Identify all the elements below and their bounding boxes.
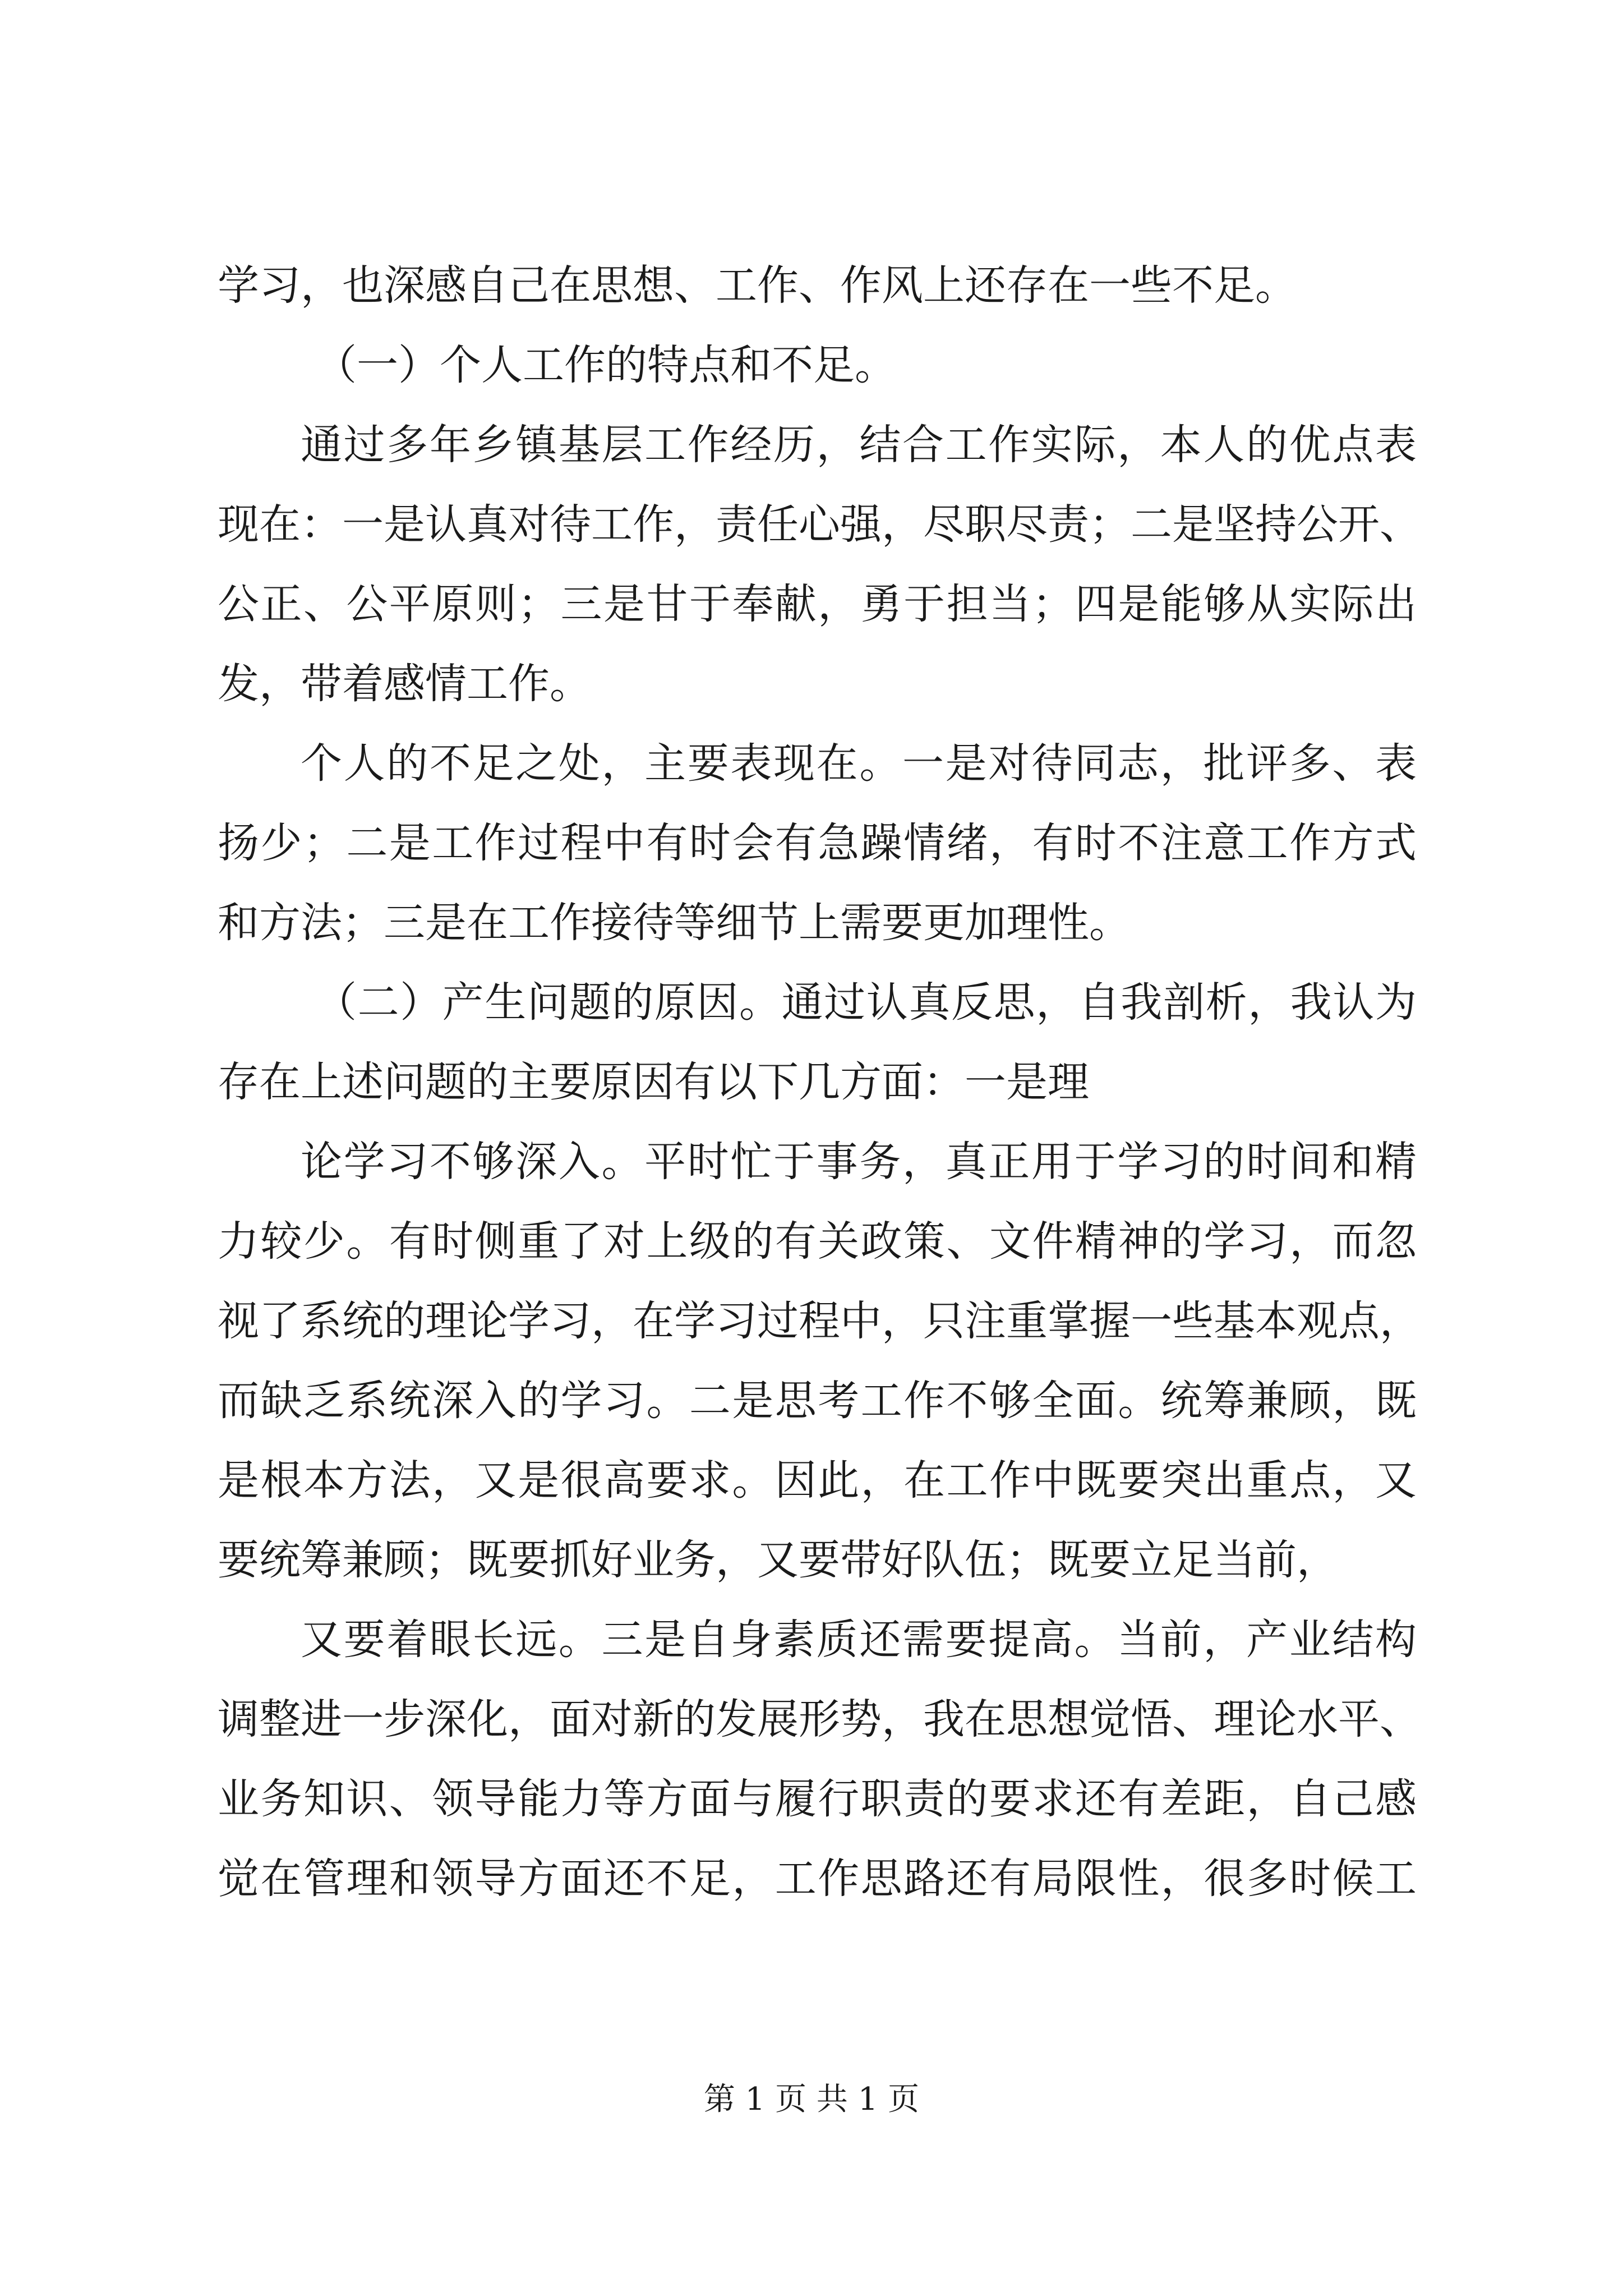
page-footer [0,2080,1623,2119]
paragraph-line: 发，带着感情工作。 [218,660,591,708]
paragraph-line: 而缺乏系统深入的学习。二是思考工作不够全面。统筹兼顾，既 [218,1377,1417,1425]
paragraph-line: 调整进一步深化，面对新的发展形势，我在思想觉悟、理论水平、 [218,1695,1421,1743]
paragraph-line: 个人的不足之处，主要表现在。一是对待同志，批评多、表 [301,739,1417,788]
paragraph-line: 又要着眼长远。三是自身素质还需要提高。当前，产业结构 [301,1616,1417,1664]
paragraph-line: 觉在管理和领导方面还不足，工作思路还有局限性，很多时候工 [218,1855,1417,1903]
paragraph-line: 存在上述问题的主要原因有以下几方面：一是理 [218,1058,1089,1106]
paragraph-line: 通过多年乡镇基层工作经历，结合工作实际，本人的优点表 [301,421,1417,469]
paragraph-line: 力较少。有时侧重了对上级的有关政策、文件精神的学习，而忽 [218,1217,1417,1266]
paragraph-line: 要统筹兼顾；既要抓好业务，又要带好队伍；既要立足当前， [218,1536,1338,1584]
paragraph-line: 和方法；三是在工作接待等细节上需要更加理性。 [218,899,1131,947]
page-number-label: 第 1 页 共 1 页 [703,2081,920,2118]
paragraph-line: 是根本方法，又是很高要求。因此，在工作中既要突出重点，又 [218,1456,1417,1504]
paragraph-line: 论学习不够深入。平时忙于事务，真正用于学习的时间和精 [301,1138,1417,1186]
paragraph-line: 业务知识、领导能力等方面与履行职责的要求还有差距，自己感 [218,1775,1417,1823]
paragraph-line: 公正、公平原则；三是甘于奉献，勇于担当；四是能够从实际出 [218,580,1417,628]
paragraph-line: 视了系统的理论学习，在学习过程中，只注重掌握一些基本观点， [218,1297,1421,1345]
paragraph-line: 学习，也深感自己在思想、工作、作风上还存在一些不足。 [218,261,1297,310]
section-heading: （一）个人工作的特点和不足。 [315,341,896,389]
paragraph-line: 现在：一是认真对待工作，责任心强，尽职尽责；二是坚持公开、 [218,500,1421,549]
section-heading: （二）产生问题的原因。通过认真反思，自我剖析，我认为 [315,978,1417,1027]
document-body [218,246,1421,1918]
paragraph-line: 扬少；二是工作过程中有时会有急躁情绪，有时不注意工作方式 [218,819,1417,867]
